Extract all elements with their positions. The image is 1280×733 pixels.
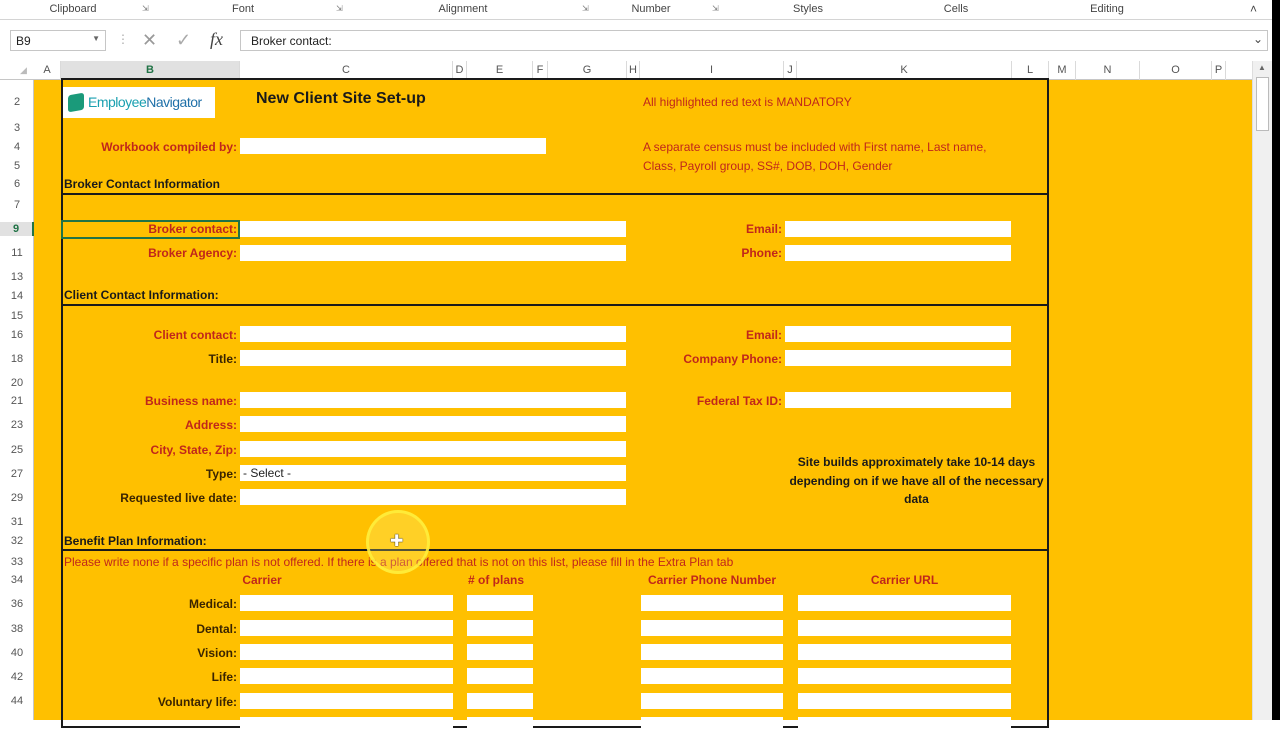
site-note-line1: Site builds approximately take 10-14 days [797, 455, 1036, 469]
plans-count-input[interactable] [467, 717, 533, 733]
carrier-phone-input[interactable] [641, 644, 783, 660]
client-contact-label: Client contact: [153, 328, 237, 342]
broker-contact-input[interactable] [240, 221, 626, 237]
broker-contact-label: Broker contact: [148, 222, 237, 236]
type-label: Type: [205, 467, 237, 481]
column-header[interactable]: O [1140, 61, 1212, 80]
address-input[interactable] [240, 416, 626, 432]
mandatory-note: All highlighted red text is MANDATORY [643, 95, 852, 109]
carrier-phone-column-header: Carrier Phone Number [647, 573, 777, 587]
ribbon-group-labels [0, 0, 1272, 20]
ribbon-group-clipboard: Clipboard [49, 3, 97, 15]
type-select[interactable]: - Select - [240, 465, 626, 481]
client-contact-input[interactable] [240, 326, 626, 342]
vertical-scrollbar[interactable] [1252, 61, 1272, 720]
compiled-by-label: Workbook compiled by: [101, 140, 237, 154]
row-header[interactable]: 21 [10, 395, 24, 407]
row-header[interactable]: 25 [10, 444, 24, 456]
column-header[interactable]: E [467, 61, 533, 80]
row-header[interactable]: 20 [10, 377, 24, 389]
broker-section-heading: Broker Contact Information [64, 177, 221, 191]
ribbon-group-styles: Styles [793, 3, 823, 15]
plans-count-input[interactable] [467, 620, 533, 636]
site-note-line3: data [904, 492, 929, 506]
federal-tax-input[interactable] [785, 392, 1011, 408]
employee-navigator-logo [63, 87, 215, 118]
carrier-phone-input[interactable] [641, 668, 783, 684]
logo-text [88, 94, 202, 110]
business-name-label: Business name: [144, 394, 237, 408]
dialog-launcher-icon[interactable]: ⇲ [582, 4, 589, 13]
row-header[interactable]: 15 [10, 310, 24, 322]
row-header[interactable]: 27 [10, 468, 24, 480]
row-header[interactable]: 6 [13, 178, 21, 190]
row-header[interactable]: 9 [0, 222, 34, 236]
column-header[interactable]: N [1076, 61, 1140, 80]
logo-text-employee: Employee [88, 94, 147, 110]
row-header[interactable]: 16 [10, 329, 24, 341]
row-header[interactable]: 23 [10, 419, 24, 431]
carrier-input[interactable] [240, 644, 453, 660]
enter-check-icon[interactable]: ✓ [176, 30, 192, 50]
broker-phone-input[interactable] [785, 245, 1011, 261]
drag-handle-icon[interactable]: ⋮ [117, 32, 129, 46]
column-header[interactable]: L [1012, 61, 1049, 80]
row-header[interactable]: 38 [10, 623, 24, 635]
site-build-note [784, 453, 1049, 509]
page-title: New Client Site Set-up [256, 90, 426, 107]
business-name-input[interactable] [240, 392, 626, 408]
live-date-label: Requested live date: [120, 491, 237, 505]
dialog-launcher-icon[interactable]: ⇲ [142, 4, 149, 13]
city-state-zip-label: City, State, Zip: [150, 443, 237, 457]
client-email-label: Email: [745, 328, 782, 342]
column-header[interactable]: P [1212, 61, 1226, 80]
row-header[interactable]: 42 [10, 671, 24, 683]
carrier-phone-input[interactable] [641, 693, 783, 709]
formula-input[interactable] [240, 30, 1268, 51]
broker-email-input[interactable] [785, 221, 1011, 237]
ribbon-group-number: Number [631, 3, 671, 15]
formula-bar [0, 28, 1272, 54]
compiled-by-input[interactable] [240, 138, 546, 154]
plan-label: Vision: [197, 646, 237, 660]
carrier-url-input[interactable] [798, 595, 1011, 611]
row-header[interactable]: 11 [11, 247, 23, 259]
window-edge [1272, 0, 1280, 720]
row-header[interactable]: 18 [10, 353, 24, 365]
column-header[interactable]: H [627, 61, 640, 80]
name-box[interactable] [10, 30, 106, 51]
carrier-phone-input[interactable] [641, 595, 783, 611]
column-header[interactable]: G [548, 61, 627, 80]
plan-label: Voluntary life: [157, 695, 237, 709]
select-all-button[interactable]: ◢ [20, 65, 27, 75]
row-header[interactable]: 36 [10, 598, 24, 610]
column-header[interactable]: D [453, 61, 467, 80]
broker-agency-input[interactable] [240, 245, 626, 261]
plan-label: Life: [211, 670, 237, 684]
carrier-phone-input[interactable] [641, 620, 783, 636]
column-header[interactable]: K [797, 61, 1012, 80]
plans-count-input[interactable] [467, 693, 533, 709]
plans-count-input[interactable] [467, 644, 533, 660]
column-header[interactable]: B [61, 61, 240, 80]
plans-count-input[interactable] [467, 668, 533, 684]
carrier-url-column-header: Carrier URL [870, 573, 939, 587]
column-header[interactable]: A [34, 61, 61, 80]
carrier-phone-input[interactable] [641, 717, 783, 733]
logo-mark-icon [68, 93, 84, 113]
live-date-input[interactable] [240, 489, 626, 505]
row-headers [0, 80, 34, 720]
expand-formula-icon[interactable]: ⌄ [1252, 32, 1263, 46]
plans-column-header: # of plans [467, 573, 524, 587]
carrier-input[interactable] [240, 620, 453, 636]
site-note-line2: depending on if we have all of the necessary [789, 473, 1044, 488]
ribbon-group-alignment: Alignment [438, 3, 488, 15]
section-divider [61, 304, 1049, 306]
plan-label: Dental: [196, 622, 237, 636]
section-divider [61, 549, 1049, 551]
federal-tax-label: Federal Tax ID: [696, 394, 782, 408]
company-phone-input[interactable] [785, 350, 1011, 366]
carrier-input[interactable] [240, 717, 453, 733]
column-header[interactable]: C [240, 61, 453, 80]
carrier-url-input[interactable] [798, 717, 1011, 733]
plans-count-input[interactable] [467, 595, 533, 611]
broker-phone-label: Phone: [741, 246, 782, 260]
carrier-input[interactable] [240, 693, 453, 709]
benefit-note: Please write none if a specific plan is not offered. If there is a plan offered that is not on this list, please fill in the Extra Plan tab [64, 555, 734, 569]
row-header[interactable]: 2 [13, 96, 21, 108]
name-box-value: B9 [16, 34, 31, 48]
cell-cursor-icon: ✚ [390, 533, 404, 550]
row-header[interactable]: 34 [10, 574, 24, 586]
scroll-up-icon[interactable]: ▲ [1258, 63, 1266, 72]
row-header[interactable]: 44 [10, 695, 24, 707]
title-input[interactable] [240, 350, 626, 366]
row-header[interactable]: 13 [10, 271, 24, 283]
ribbon-group-editing: Editing [1090, 3, 1124, 15]
scrollbar-thumb[interactable] [1256, 77, 1269, 131]
row-header[interactable]: 40 [10, 647, 24, 659]
census-note-line1: A separate census must be included with First name, Last name, [643, 140, 987, 154]
chevron-down-icon[interactable]: ▼ [92, 34, 100, 43]
section-divider [61, 193, 1049, 195]
formula-value: Broker contact: [251, 34, 332, 48]
city-state-zip-input[interactable] [240, 441, 626, 457]
carrier-column-header: Carrier [242, 573, 282, 587]
row-header[interactable]: 14 [10, 290, 24, 302]
address-label: Address: [184, 418, 237, 432]
row-header[interactable]: 5 [13, 160, 21, 172]
benefit-section-heading: Benefit Plan Information: [64, 534, 207, 548]
census-note-line2: Class, Payroll group, SS#, DOB, DOH, Gender [643, 159, 893, 173]
client-section-heading: Client Contact Information: [64, 288, 219, 302]
dialog-launcher-icon[interactable]: ⇲ [336, 4, 343, 13]
row-header[interactable]: 32 [10, 535, 24, 547]
client-email-input[interactable] [785, 326, 1011, 342]
insert-function-icon[interactable]: fx [210, 29, 223, 49]
column-header[interactable]: I [640, 61, 784, 80]
title-label: Title: [208, 352, 237, 366]
collapse-ribbon-icon[interactable]: ˄ [1250, 2, 1258, 16]
carrier-url-input[interactable] [798, 668, 1011, 684]
column-header[interactable]: M [1049, 61, 1076, 80]
column-header[interactable]: J [784, 61, 797, 80]
carrier-input[interactable] [240, 668, 453, 684]
plan-label: Medical: [188, 597, 237, 611]
row-header[interactable]: 31 [10, 516, 24, 528]
cancel-icon[interactable]: ✕ [142, 30, 158, 50]
row-header[interactable]: 29 [10, 492, 24, 504]
logo-text-navigator: Navigator [146, 94, 202, 110]
broker-email-label: Email: [745, 222, 782, 236]
row-header[interactable]: 33 [10, 556, 24, 568]
company-phone-label: Company Phone: [683, 352, 782, 366]
carrier-input[interactable] [240, 595, 453, 611]
broker-agency-label: Broker Agency: [148, 246, 237, 260]
ribbon-group-font: Font [231, 3, 254, 15]
dialog-launcher-icon[interactable]: ⇲ [712, 4, 719, 13]
ribbon-group-cells: Cells [943, 3, 969, 15]
row-header[interactable]: 3 [13, 122, 21, 134]
carrier-url-input[interactable] [798, 644, 1011, 660]
row-header[interactable]: 7 [13, 199, 21, 211]
carrier-url-input[interactable] [798, 693, 1011, 709]
carrier-url-input[interactable] [798, 620, 1011, 636]
column-header[interactable]: F [533, 61, 548, 80]
row-header[interactable]: 4 [13, 141, 21, 153]
